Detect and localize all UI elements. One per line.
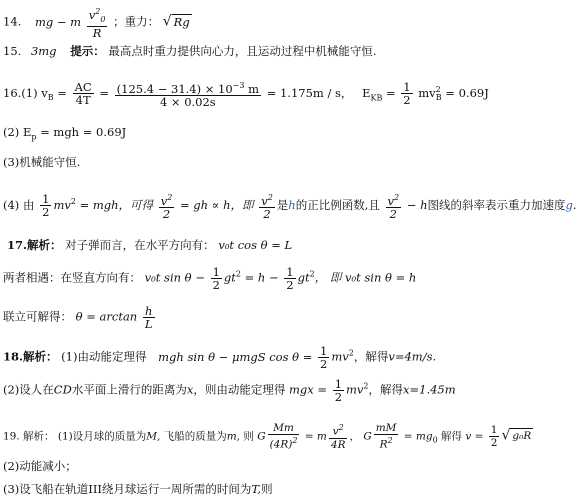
answer-19-1: 19. 解析： (1)设月球的质量为M, 飞船的质量为m, 则 G $\frac{Mm}{(4R)^2}$ = m $\frac{v^2}{4R}$ ， G $\frac{mM}{R^2}$ = $mg_0$ 解得 v = $\frac{1}{2}$ √ g₀R [3,422,532,451]
answer-19-3: (3)设飞船在轨道III绕月球运行一周所需的时间为T,则 [3,482,273,496]
analysis-label: 17.解析： [7,238,62,252]
fraction-h-l: $\frac{h}{L}$ [144,304,153,331]
fraction-mm-4r2: $\frac{Mm}{(4R)^2}$ [269,422,298,451]
fraction-v2-2: $\frac{v^2}{2}$ [261,193,273,221]
fraction-half: $\frac{1}{2}$ [42,192,50,220]
fraction-calc: $\frac{(125.4 - 31.4) \times 10^{-3} m}{4 \times 0.02s}$ [116,81,260,109]
fraction-mm-r2: $\frac{mM}{R^2}$ [375,422,397,451]
answer-18-2: (2)设人在CD水平面上滑行的距离为x，则由动能定理得 mgx = $\frac{1}{2}$ $mv^2$，解得x=1.45m [3,377,456,404]
answer-15 [3,44,377,58]
answer-16-3: (3)机械能守恒. [3,155,81,169]
answer-16-4: (4) 由 $\frac{1}{2}$ $mv^2$ = mgh，可得 $\frac{v^2}{2}$ = gh ∝ h，即 $\frac{v^2}{2}$ 是h的正比例函数,且 $\frac{v^2}{2}$ − h图线的斜率表示重力加速度g. [3,192,577,221]
expr: mg − m [34,14,82,29]
answer-18-1: 18.解析： (1)由动能定理得 mgh sin θ − μmgS cos θ = $\frac{1}{2}$ $mv^2$，解得v=4m/s. [3,344,437,371]
fraction-ac-4t: $\frac{AC}{4T}$ [74,80,92,108]
fraction-half: $\frac{1}{2}$ [334,377,343,404]
answer-14 [3,6,192,39]
hint-label: 提示： [70,44,105,58]
fraction-v2-2: $\frac{v^2}{2}$ [387,193,400,221]
fraction-half: $\frac{1}{2}$ [212,265,220,292]
ek-label: $E_{KB}$ [362,85,383,103]
sqrt-expr: Rg [173,14,190,29]
analysis-label: 18.解析： [3,349,58,364]
fraction-v2-2: $\frac{v^2}{2}$ [160,193,173,221]
fraction: $\frac{v^2_0}{R}$ [88,7,106,41]
answer-17-3: 联立可解得： θ = arctan $\frac{h}{L}$ [3,304,153,331]
answer-value: 3mg [30,44,57,58]
sqrt-symbol: √ [501,427,511,444]
answer-17-1: 17.解析： 对子弹而言，在水平方向有： v₀t cos θ = L [7,238,293,252]
sqrt-symbol: √ [162,13,172,30]
q-number: 19. 解析： [3,430,55,443]
separator: ；重力： [113,14,160,29]
answer-16-2: (2) $E_p$ = mgh = 0.69J [3,125,127,142]
answer-19-2: (2)动能减小； [3,459,77,473]
q-number: 15. [3,44,22,58]
answer-16-1: 16.(1) $v_B$ = $\frac{AC}{4T}$ = $\frac{(125.4 - 31.4) \times 10^{-3} m}{4 \times 0.02s}$ = 1.175m / s， $E_{KB}$ = $\frac{1}{2}$ $mv^2_B = 0.69J$ [3,80,489,109]
answer-17-2: 两者相遇：在竖直方向有： v₀t sin θ − $\frac{1}{2}$ $gt^2 = h$ − $\frac{1}{2}$ $gt^2$， 即 v₀t sin θ = h [3,265,417,292]
q-number: 14. [3,14,22,29]
fraction-v2-4r: $\frac{v^2}{4R}$ [330,423,346,451]
fraction-half: $\frac{1}{2}$ [490,423,498,449]
fraction-half: $\frac{1}{2}$ [403,80,411,108]
fraction-half: $\frac{1}{2}$ [320,344,328,371]
hint-text: 最高点时重力提供向心力，且运动过程中机械能守恒. [108,44,377,58]
fraction-half: $\frac{1}{2}$ [286,265,294,292]
